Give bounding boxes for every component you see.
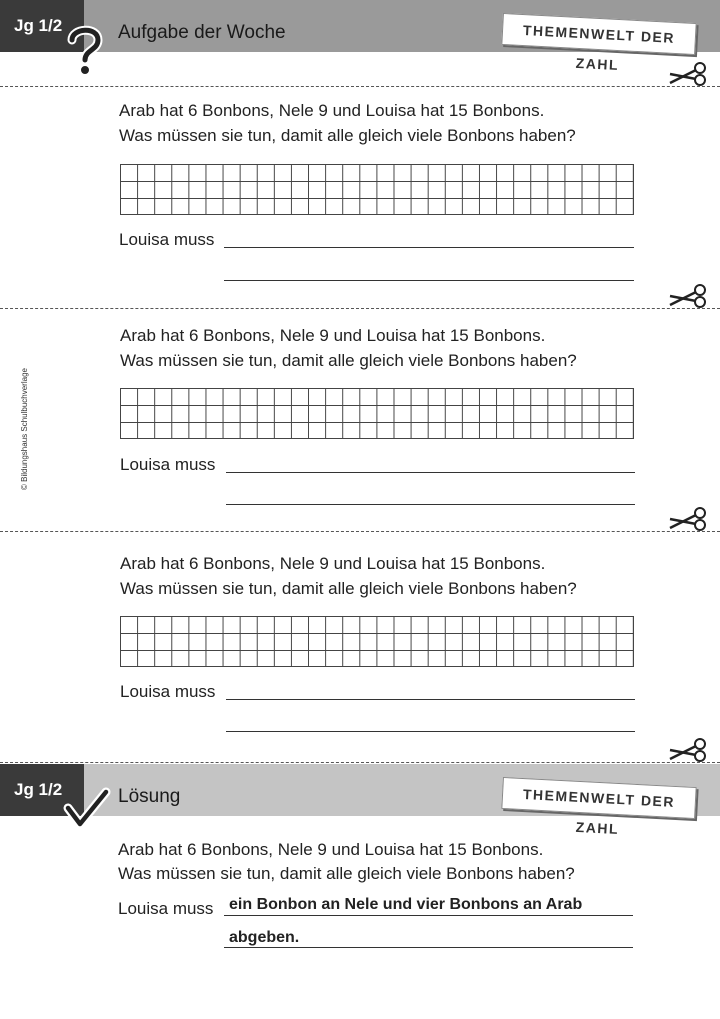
solution-answer-line1: ein Bonbon an Nele und vier Bonbons an Arab <box>229 896 583 913</box>
calculation-grid[interactable] <box>120 388 634 439</box>
task-text-line2: Was müssen sie tun, damit alle gleich viele Bonbons haben? <box>119 126 576 145</box>
solution-text-line1: Arab hat 6 Bonbons, Nele 9 und Louisa hat 15 Bonbons. <box>118 840 544 859</box>
cut-line <box>0 531 720 532</box>
checkmark-icon <box>62 786 110 830</box>
solution-text-line2: Was müssen sie tun, damit alle gleich viele Bonbons haben? <box>118 864 575 883</box>
task-text-line1: Arab hat 6 Bonbons, Nele 9 und Louisa hat 15 Bonbons. <box>120 326 546 345</box>
answer-line[interactable] <box>224 247 634 248</box>
task-text-line2: Was müssen sie tun, damit alle gleich viele Bonbons haben? <box>120 579 577 598</box>
grade-badge: Jg 1/2 <box>0 0 84 52</box>
answer-line[interactable] <box>226 699 635 700</box>
question-mark-icon <box>66 26 106 78</box>
scissors-icon <box>668 507 708 531</box>
answer-line[interactable] <box>226 731 635 732</box>
cut-line <box>0 762 720 763</box>
solution-title: Lösung <box>118 786 181 807</box>
answer-label: Louisa muss <box>119 230 215 249</box>
cut-line <box>0 86 720 87</box>
calculation-grid[interactable] <box>120 616 634 667</box>
series-tag: THEMENWELT DER ZAHL <box>501 13 696 55</box>
task-text-line1: Arab hat 6 Bonbons, Nele 9 und Louisa hat 15 Bonbons. <box>119 101 545 120</box>
answer-label: Louisa muss <box>120 682 216 701</box>
page-title: Aufgabe der Woche <box>118 22 286 43</box>
calculation-grid[interactable] <box>120 164 634 215</box>
answer-line[interactable] <box>224 280 634 281</box>
answer-label: Louisa muss <box>120 455 216 474</box>
cut-line <box>0 308 720 309</box>
series-tag: THEMENWELT DER ZAHL <box>501 777 696 819</box>
solution-answer-line2: abgeben. <box>229 929 300 946</box>
answer-label: Louisa muss <box>118 899 214 918</box>
copyright-note: © Bildungshaus Schulbuchverlage <box>20 368 29 490</box>
task-text-line1: Arab hat 6 Bonbons, Nele 9 und Louisa hat 15 Bonbons. <box>120 554 546 573</box>
answer-line[interactable] <box>226 472 635 473</box>
answer-line <box>224 947 633 948</box>
answer-line <box>224 915 633 916</box>
scissors-icon <box>668 284 708 308</box>
scissors-icon <box>668 738 708 762</box>
scissors-icon <box>668 62 708 86</box>
task-text-line2: Was müssen sie tun, damit alle gleich viele Bonbons haben? <box>120 351 577 370</box>
grade-badge: Jg 1/2 <box>0 764 84 816</box>
answer-line[interactable] <box>226 504 635 505</box>
